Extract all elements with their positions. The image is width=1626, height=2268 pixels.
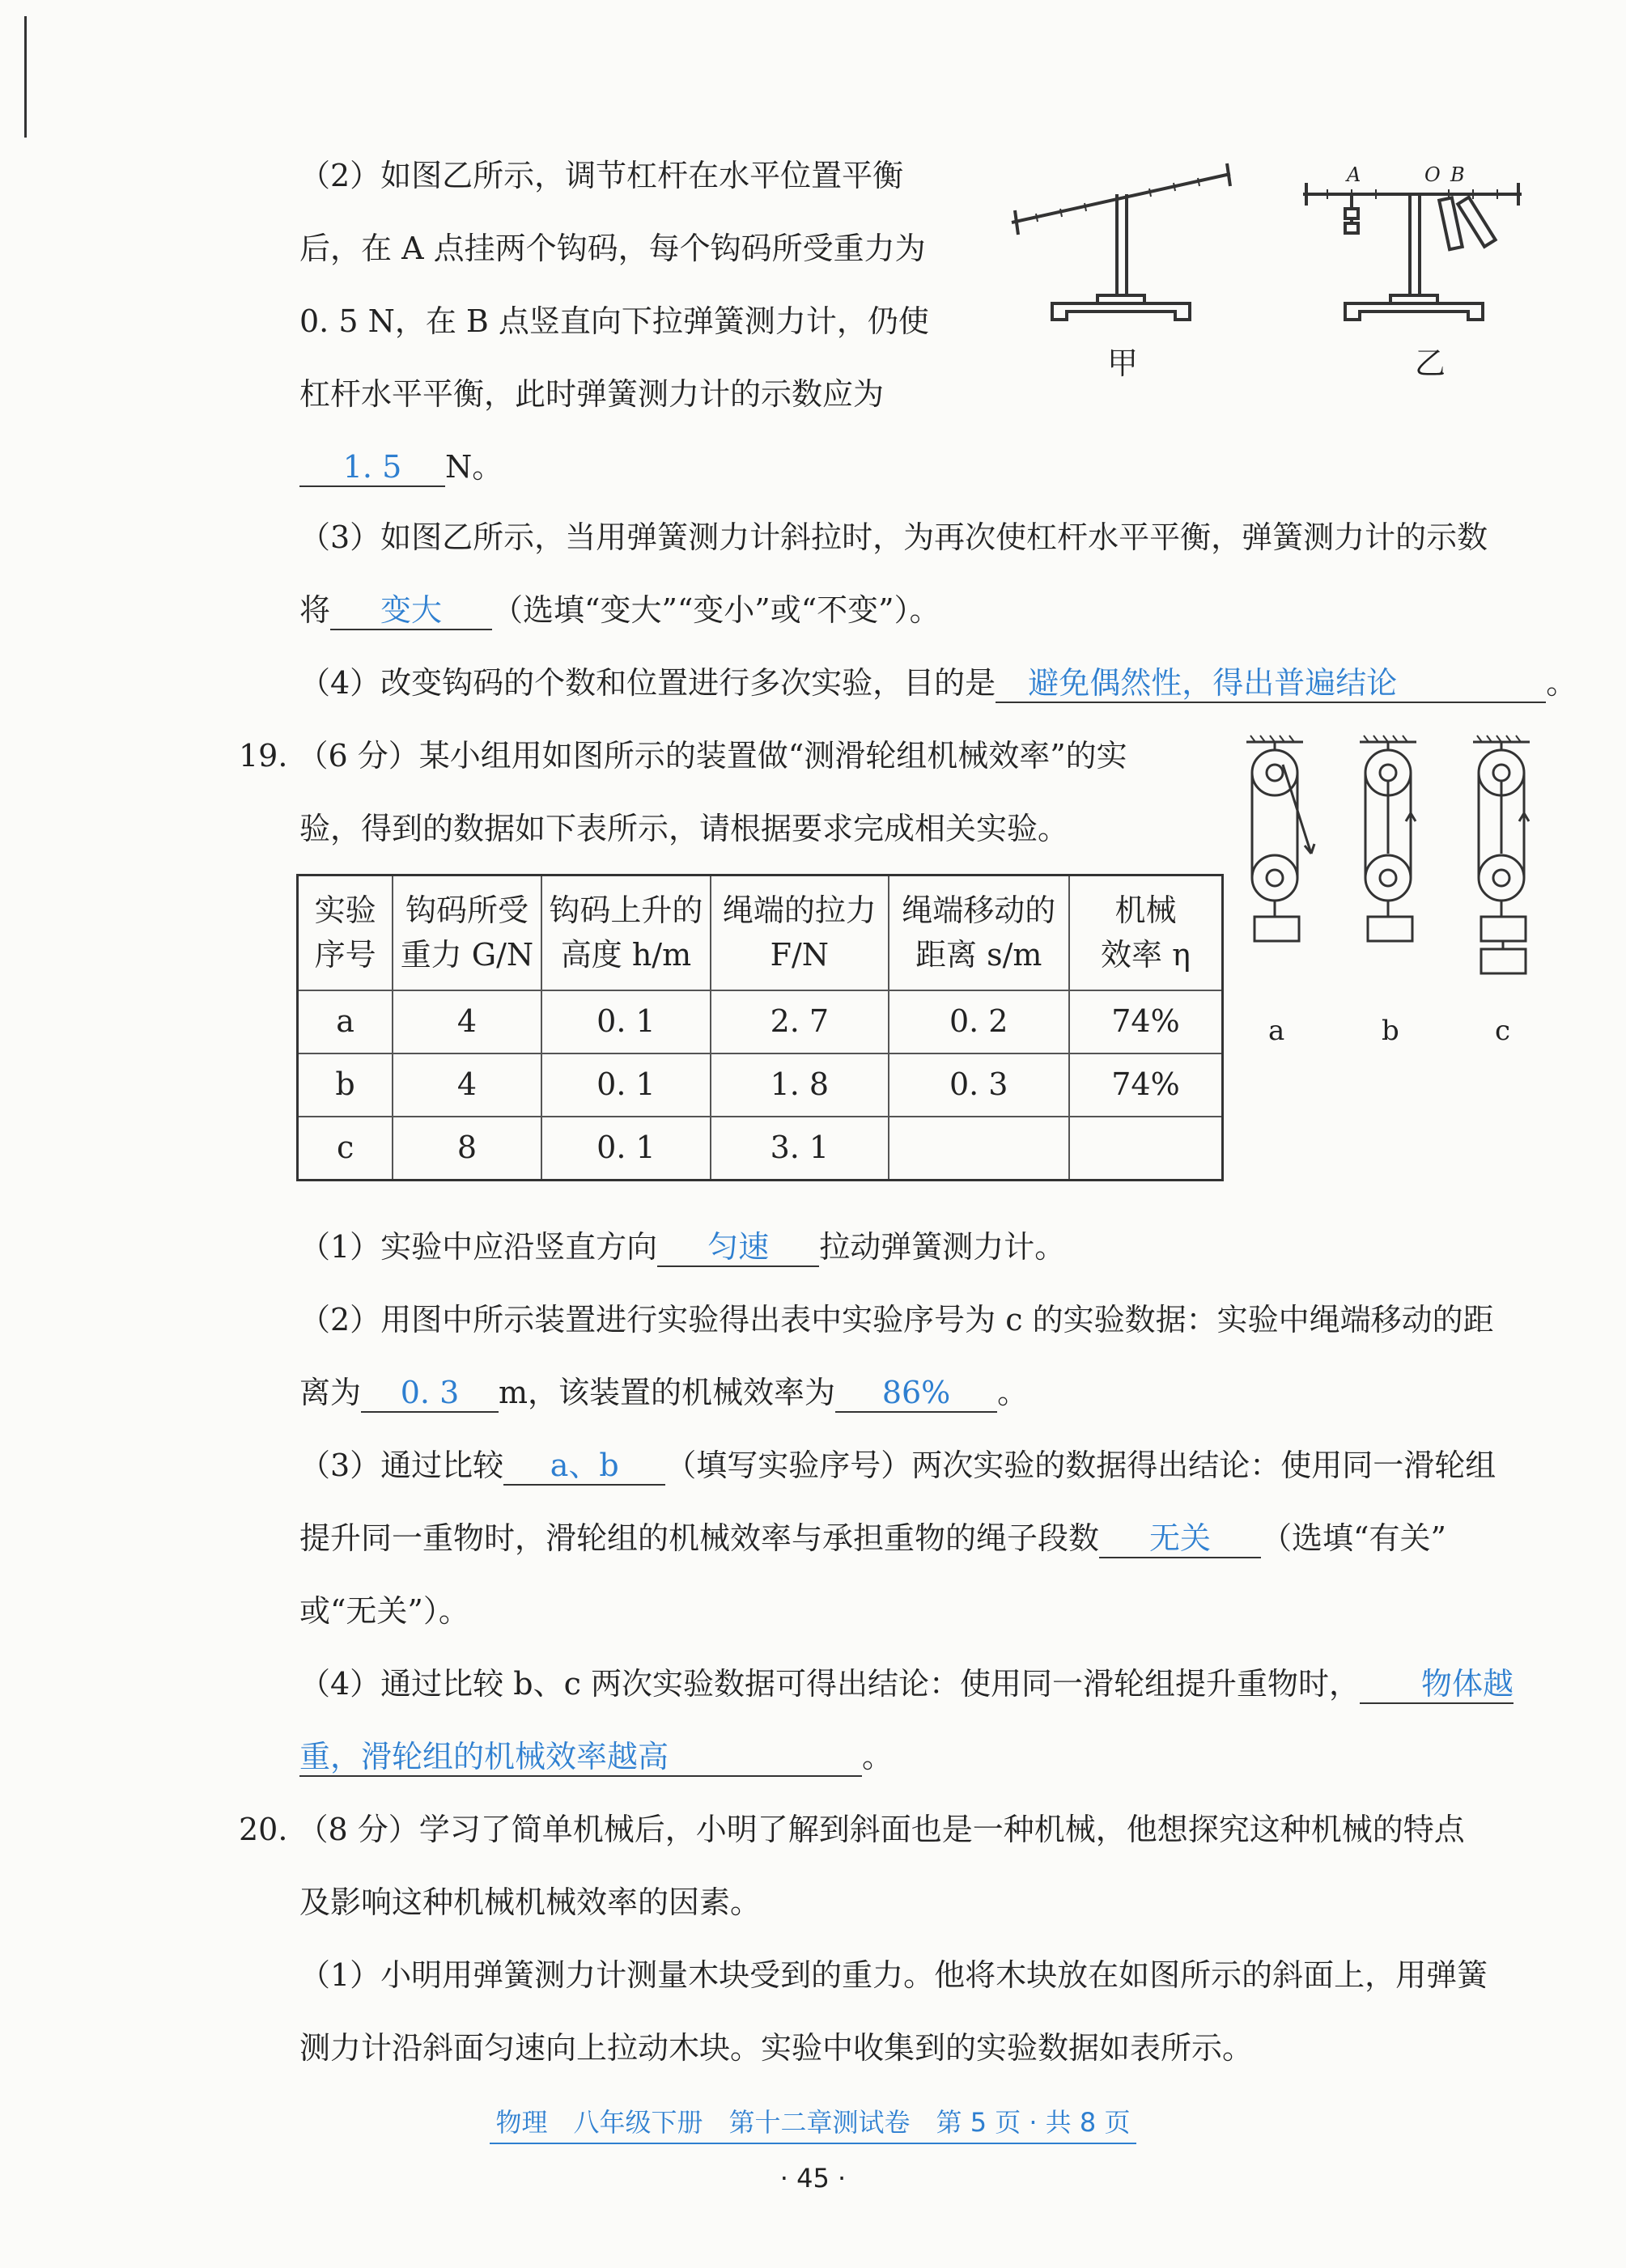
q19-p2-middle: m，该装置的机械效率为: [499, 1375, 836, 1410]
table-cell: 0. 1: [541, 1053, 711, 1117]
q18-p2-unit: N。: [445, 449, 503, 485]
table-cell: 0. 3: [889, 1053, 1069, 1117]
q18-p2-line-4: 杠杆水平平衡，此时弹簧测力计的示数应为: [299, 376, 885, 412]
pulley-setup-c: [1473, 736, 1530, 973]
lever-yi-drawing: [1303, 183, 1522, 320]
table-header-row: [298, 875, 1223, 991]
table-cell: 0. 1: [541, 990, 711, 1053]
lever-point-a-label: A: [1347, 163, 1361, 186]
fig-label-jia: 甲: [1107, 345, 1139, 381]
q18-p4-answer-blank: 避免偶然性，得出普遍结论: [996, 668, 1546, 703]
table-cell: 74%: [1069, 1053, 1223, 1117]
q19-p3-line-3: 或“无关”）。: [299, 1593, 469, 1629]
q19-p2-suffix: 。: [997, 1375, 1029, 1410]
table-cell: 3. 1: [711, 1117, 888, 1181]
q19-line-2: 验，得到的数据如下表所示，请根据要求完成相关实验。: [299, 811, 1069, 846]
lever-point-o-label: O: [1424, 163, 1441, 186]
binding-line: [24, 16, 27, 138]
q19-p2-answer-blank-2: 86%: [835, 1377, 997, 1413]
q18-p4-line: [299, 665, 1577, 703]
q20-p1-line-2: 测力计沿斜面匀速向上拉动木块。实验中收集到的实验数据如表所示。: [299, 2030, 1254, 2066]
q19-p4-line-2: [299, 1741, 893, 1777]
table-cell: 4: [393, 990, 541, 1053]
pulley-figures: [1234, 732, 1558, 1056]
q19-p3-answer-blank-2: 无关: [1099, 1523, 1261, 1558]
footer-title: 物理 八年级下册 第十二章测试卷 第 5 页 · 共 8 页: [490, 2102, 1137, 2144]
q19-p4-prefix: （4）通过比较 b、c 两次实验数据可得出结论：使用同一滑轮组提升重物时，: [299, 1666, 1360, 1702]
lever-figures: [996, 146, 1562, 405]
q18-p3-prefix: 将: [299, 592, 331, 628]
table-header-cell: 实验 序号: [298, 875, 393, 991]
q18-p2-answer-blank: 1. 5: [299, 451, 445, 487]
table-cell: 74%: [1069, 990, 1223, 1053]
q18-p3-line-1: （3）如图乙所示，当用弹簧测力计斜拉时，为再次使杠杆水平平衡，弹簧测力计的示数: [299, 519, 1488, 555]
q19-p3-line2-suffix: （选填“有关”: [1261, 1520, 1446, 1556]
table-cell: 1. 8: [711, 1053, 888, 1117]
table-cell: 0. 2: [889, 990, 1069, 1053]
table-cell: [1069, 1117, 1223, 1181]
table-header-cell: 绳端的拉力 F/N: [711, 875, 888, 991]
lever-point-b-label: B: [1450, 163, 1465, 186]
pulley-label-b: b: [1382, 1015, 1399, 1047]
q20-line-2: 及影响这种机械机械效率的因素。: [299, 1884, 762, 1920]
q18-p2-line-1: （2）如图乙所示，调节杠杆在水平位置平衡: [299, 158, 904, 193]
q18-p3-line-2: [299, 592, 940, 630]
q19-p3-middle: （填写实验序号）两次实验的数据得出结论：使用同一滑轮组: [665, 1448, 1497, 1483]
table-header-cell: 绳端移动的 距离 s/m: [889, 875, 1069, 991]
pulley-label-a: a: [1268, 1015, 1285, 1047]
table-cell: 8: [393, 1117, 541, 1181]
table-cell: c: [298, 1117, 393, 1181]
q19-p4-answer-blank-part-1: 物体越: [1360, 1668, 1513, 1704]
pulley-setup-b: [1360, 736, 1416, 941]
q18-p2-line-3: 0. 5 N，在 B 点竖直向下拉弹簧测力计，仍使: [299, 303, 929, 339]
table-row: [298, 1117, 1223, 1181]
q19-p3-line-1: [299, 1450, 1496, 1486]
pulley-setup-a: [1246, 736, 1314, 941]
q19-p2-answer-blank-1: 0. 3: [361, 1377, 499, 1413]
table-cell: 2. 7: [711, 990, 888, 1053]
q19-p4-answer-blank-part-2: 重，滑轮组的机械效率越高: [299, 1741, 862, 1777]
fig-label-yi: 乙: [1415, 345, 1446, 381]
page-number-wrap: [0, 2159, 1626, 2194]
q20-line-1: 20. （8 分）学习了简单机械后，小明了解到斜面也是一种机械，他想探究这种机械的特点: [239, 1812, 1465, 1847]
q18-p4-prefix: （4）改变钩码的个数和位置进行多次实验，目的是: [299, 665, 996, 701]
q19-p1-line: [299, 1229, 1066, 1267]
q18-p4-suffix: 。: [1546, 665, 1577, 701]
q19-p3-line2-prefix: 提升同一重物时，滑轮组的机械效率与承担重物的绳子段数: [299, 1520, 1100, 1556]
q19-p2-line-2: [299, 1377, 1028, 1413]
table-header-cell: 钩码上升的 高度 h/m: [541, 875, 711, 991]
table-cell: b: [298, 1053, 393, 1117]
q20-p1-line-1: （1）小明用弹簧测力计测量木块受到的重力。他将木块放在如图所示的斜面上，用弹簧: [299, 1957, 1488, 1993]
pulley-label-c: c: [1495, 1015, 1511, 1047]
q19-p2-line-1: （2）用图中所示装置进行实验得出表中实验序号为 c 的实验数据：实验中绳端移动的距: [299, 1302, 1494, 1337]
table-cell: a: [298, 990, 393, 1053]
q19-p3-prefix: （3）通过比较: [299, 1448, 504, 1483]
q19-p3-line-2: [299, 1520, 1446, 1558]
q19-p1-prefix: （1）实验中应沿竖直方向: [299, 1229, 658, 1265]
table-row: [298, 990, 1223, 1053]
q18-p3-suffix: （选填“变大”“变小”或“不变”）。: [492, 592, 940, 628]
page-footer: [0, 2102, 1626, 2144]
q19-p3-answer-blank-1: a、b: [503, 1450, 665, 1486]
table-row: [298, 1053, 1223, 1117]
q18-p2-line-2: 后，在 A 点挂两个钩码，每个钩码所受重力为: [299, 231, 926, 266]
q19-line-1: 19. （6 分）某小组用如图所示的装置做“测滑轮组机械效率”的实: [239, 738, 1127, 774]
table-cell: [889, 1117, 1069, 1181]
table-cell: 4: [393, 1053, 541, 1117]
pulley-data-table: [296, 874, 1224, 1181]
q19-p4-suffix: 。: [862, 1739, 894, 1774]
lever-jia-drawing: [1012, 163, 1230, 320]
table-header-cell: 机械 效率 η: [1069, 875, 1223, 991]
page-number: · 45 ·: [779, 2163, 847, 2194]
q19-p1-answer-blank: 匀速: [657, 1232, 819, 1267]
q19-p4-line-1: [299, 1668, 1513, 1704]
q19-p2-prefix: 离为: [299, 1375, 362, 1410]
q19-p1-suffix: 拉动弹簧测力计。: [819, 1229, 1066, 1265]
q18-p3-answer-blank: 变大: [330, 595, 492, 630]
table-cell: 0. 1: [541, 1117, 711, 1181]
table-header-cell: 钩码所受 重力 G/N: [393, 875, 541, 991]
q18-p2-answer-line: [299, 451, 503, 487]
